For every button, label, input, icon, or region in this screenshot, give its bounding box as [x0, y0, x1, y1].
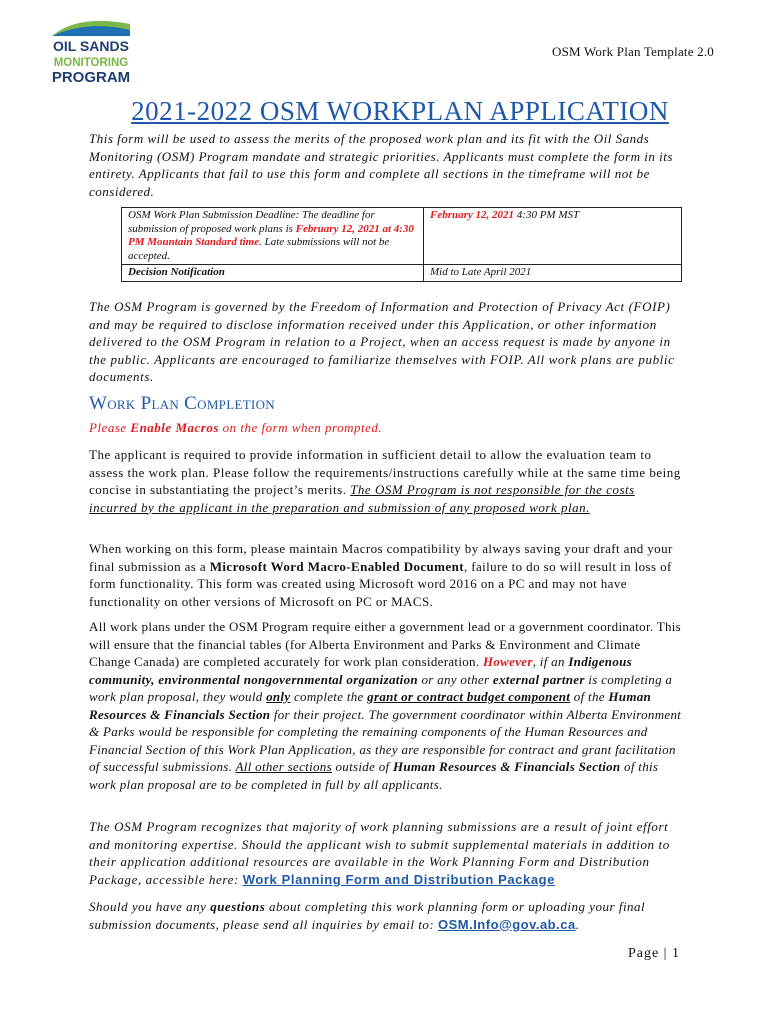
decision-notification-value: Mid to Late April 2021 — [424, 265, 682, 282]
foip-paragraph: The OSM Program is governed by the Freedom of Information and Protection of Privacy Act (FOIP) and may be required to disclose information received under this Application, or other information delivered to the OSM Program in relation to a Project, when an access request is made by anyone in the public. Applicants are encouraged to familiarize themselves with FOIP. All work plans are public documents. — [89, 299, 675, 384]
government-lead-paragraph: All work plans under the OSM Program require either a government lead or a government coordinator. This will ensure that the financial tables (for Alberta Environment and Parks & Environment and Climate Change Canada) are completed accurately for work plan consideration. However, if an Indigenous community, environmental nongovernmental organization or any other external partner is completing a work plan proposal, they would only complete the grant or contract budget component of the Human Resources & Financials Section for their project. The government coordinator within Alberta Environment & Parks would be responsible for completing the remaining components of the Human Resources and Financial Section of this Work Plan Application, as they are responsible for contract and grant facilitation of successful submissions. All other sections outside of Human Resources & Financials Section of this work plan proposal are to be completed in full by all applicants. — [89, 619, 682, 792]
enable-macros-note: Please Enable Macros on the form when prompted. — [89, 420, 383, 435]
document-header-title: OSM Work Plan Template 2.0 — [551, 44, 714, 59]
evaluation-paragraph: The applicant is required to provide information in sufficient detail to allow the evaluation team to assess the work plan. Please follow the requirements/instructions carefully while at the same time being concise in substantiating the project’s merits. The OSM Program is not responsible for the costs incurred by the applicant in the preparation and submission of any proposed work plan. — [89, 447, 681, 515]
page-number: Page | 1 — [627, 946, 680, 961]
oil-sands-monitoring-program-logo — [48, 10, 134, 96]
table-row — [122, 265, 682, 282]
distribution-package-link[interactable]: Work Planning Form and Distribution Package — [242, 871, 556, 887]
submission-deadline-cell: OSM Work Plan Submission Deadline: The deadline for submission of proposed work plans is February 12, 2021 at 4:30 PM Mountain Standard time. Late submissions will not be accepted. — [122, 208, 424, 265]
decision-notification-label: Decision Notification — [122, 265, 424, 282]
deadline-date: February 12, 2021 at 4:30 PM Mountain Standard time — [128, 222, 414, 248]
section-heading-work-plan-completion: Work Plan Completion — [89, 393, 275, 414]
supplemental-materials-paragraph: The OSM Program recognizes that majority of work planning submissions are a result of joint effort and monitoring expertise. Should the applicant wish to submit supplemental materials in addition to their application additional resources are available in the Work Planning Form and Distribution Package, accessible here: Work Planning Form and Distribution Package — [89, 819, 670, 887]
logo-line-1: OIL SANDS — [53, 38, 129, 54]
questions-paragraph: Should you have any questions about completing this work planning form or uploading your final submission documents, please send all inquiries by email to: OSM.Info@gov.ab.ca. — [89, 899, 646, 932]
submission-deadline-value: February 12, 2021 4:30 PM MST — [424, 208, 682, 265]
macros-paragraph: When working on this form, please maintain Macros compatibility by always saving your draft and your final submission as a Microsoft Word Macro-Enabled Document, failure to do so will result in loss of form functionality. This form was created using Microsoft word 2016 on a PC and may not have functionality on other versions of Microsoft on PC or MACS. — [89, 541, 673, 609]
table-row — [122, 208, 682, 265]
logo-line-2: MONITORING — [53, 57, 129, 69]
email-link[interactable]: OSM.Info@gov.ab.ca — [437, 916, 576, 932]
deadlines-table — [121, 207, 682, 282]
page-title: 2021-2022 OSM WORKPLAN APPLICATION — [131, 96, 669, 126]
intro-paragraph: This form will be used to assess the merits of the proposed work plan and its fit with the Oil Sands Monitoring (OSM) Program mandate and strategic priorities. Applicants must complete the form in its entirety. Applicants that fail to use this form and complete all sections in the timeframe will not be considered. — [89, 131, 673, 199]
logo-line-3: PROGRAM — [51, 69, 131, 86]
